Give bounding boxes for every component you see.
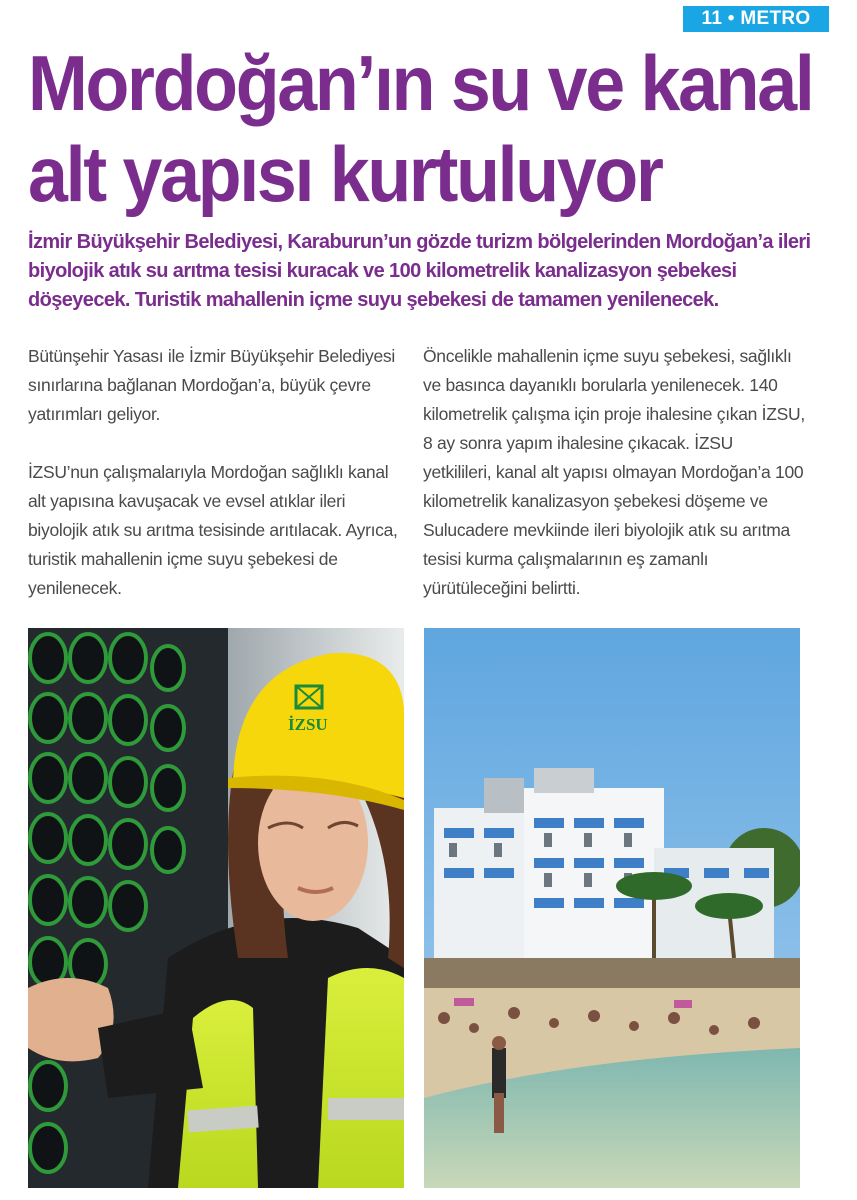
helmet-logo-text: İZSU bbox=[288, 715, 328, 734]
photo-beach bbox=[424, 628, 800, 1188]
worker-illustration bbox=[28, 628, 404, 1188]
beach-illustration bbox=[424, 628, 800, 1188]
body-paragraph: Bütünşehir Yasası ile İzmir Büyükşehir Belediyesi sınırlarına bağlanan Mordoğan’a, büyük çevre yatırımları geliyor. bbox=[28, 346, 395, 424]
body-column-right bbox=[423, 342, 805, 632]
body-paragraph: Öncelikle mahallenin içme suyu şebekesi, sağlıklı ve basınca dayanıklı borularla yenilenecek. 140 kilometrelik çalışma için proje ihalesine çıkan İZSU, 8 ay sonra yapım ihalesine çıkacak. İZSU yetkilileri, kanal alt yapısı olmayan Mordoğan’a 100 kilometrelik kanalizasyon şebekesi döşeme ve Sulucadere mevkiinde ileri biyolojik atık su arıtma tesisi kurma çalışmalarının eş zamanlı yürütüleceğini belirtti. bbox=[423, 346, 805, 598]
headline-line-1: Mordoğan’ın su ve kanal bbox=[28, 39, 813, 127]
body-paragraph: İZSU’nun çalışmalarıyla Mordoğan sağlıklı kanal alt yapısına kavuşacak ve evsel atıklar ileri biyolojik atık su arıtma tesisinde arıtılacak. Ayrıca, turistik mahallenin içme suyu şebekesi de yenilenecek. bbox=[28, 462, 398, 598]
section-tag: 11 • METRO bbox=[683, 6, 829, 32]
headline bbox=[28, 38, 813, 220]
lede-paragraph: İzmir Büyükşehir Belediyesi, Karaburun’un gözde turizm bölgelerinden Mordoğan’a ileri biyolojik atık su arıtma tesisi kuracak ve 100 kilometrelik kanalizasyon şebekesi döşeyecek. Turistik mahallenin içme suyu şebekesi de tamamen yenilenecek. bbox=[28, 231, 811, 311]
headline-line-2: alt yapısı kurtuluyor bbox=[28, 130, 662, 218]
photo-worker-helmet bbox=[28, 628, 404, 1188]
body-column-left bbox=[28, 342, 406, 632]
